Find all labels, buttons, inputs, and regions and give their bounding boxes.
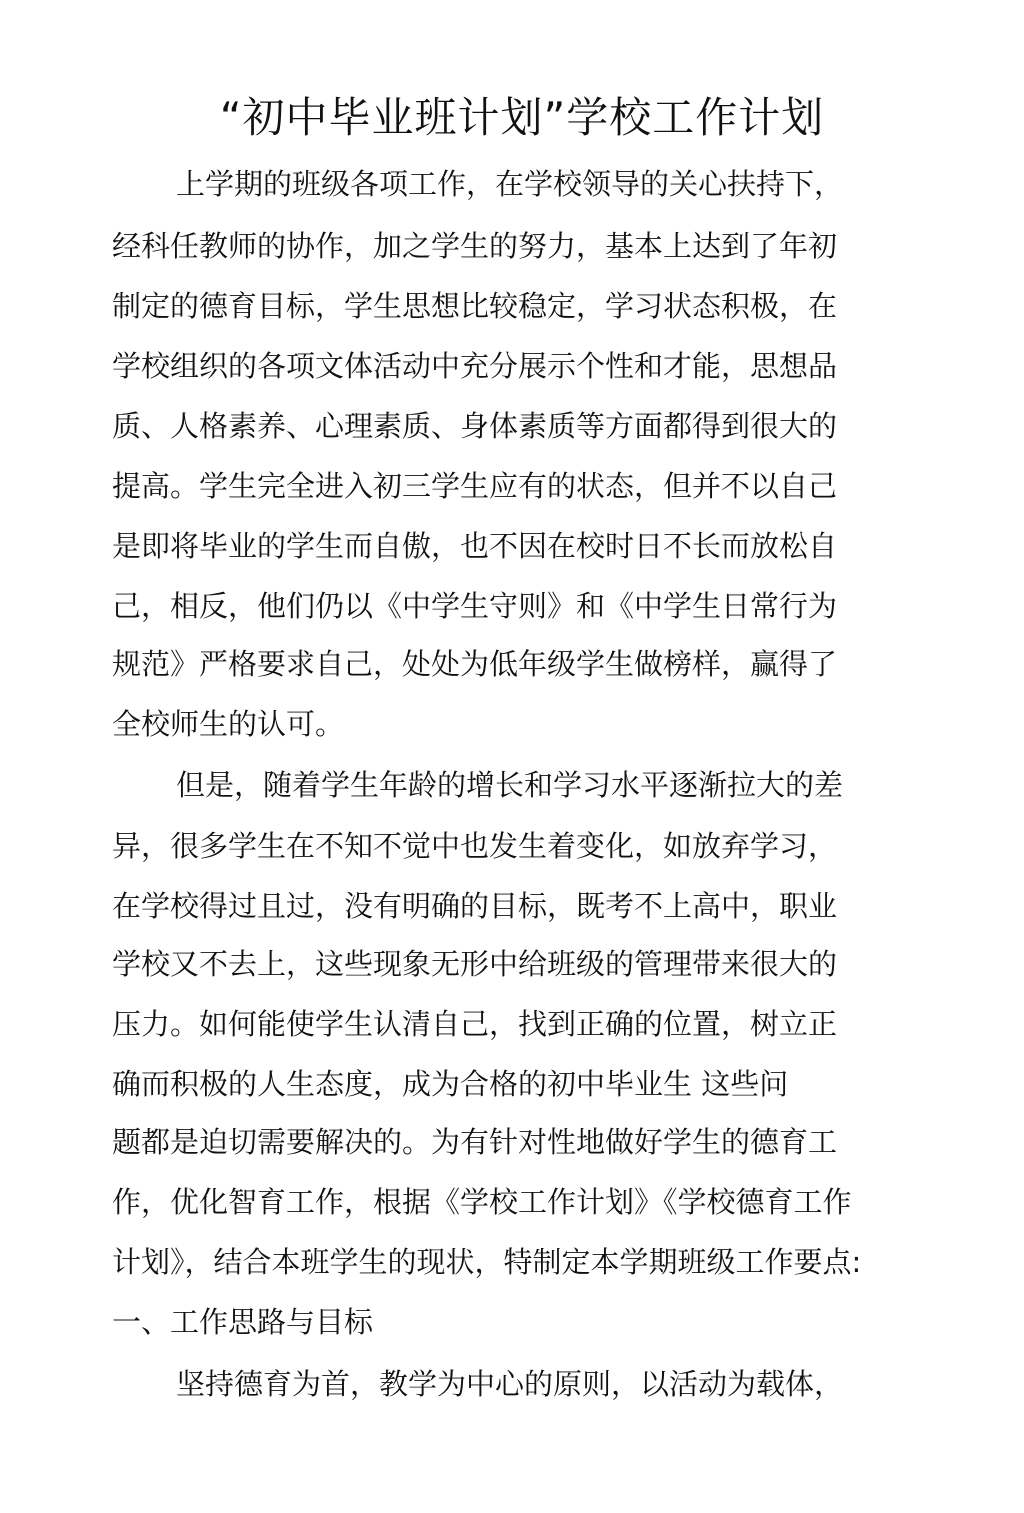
paragraph-1-line-7: 是即将毕业的学生而自傲，也不因在校时日不长而放松自 (112, 529, 838, 563)
paragraph-2-line-6: 确而积极的人生态度，成为合格的初中毕业生 这些问 (112, 1067, 789, 1101)
paragraph-2-line-3: 在学校得过且过，没有明确的目标，既考不上高中，职业 (112, 889, 838, 923)
document-title: “初中毕业班计划”学校工作计划 (219, 93, 825, 142)
paragraph-1-line-4: 学校组织的各项文体活动中充分展示个性和才能，思想品 (112, 349, 838, 383)
paragraph-1-line-1: 上学期的班级各项工作，在学校领导的关心扶持下， (176, 167, 844, 201)
paragraph-1-line-9: 规范》严格要求自己，处处为低年级学生做榜样，赢得了 (112, 647, 838, 681)
paragraph-1-line-5: 质、人格素养、心理素质、身体素质等方面都得到很大的 (112, 409, 838, 443)
paragraph-2-line-2: 异，很多学生在不知不觉中也发生着变化，如放弃学习， (112, 829, 838, 863)
paragraph-1-line-3: 制定的德育目标，学生思想比较稳定，学习状态积极，在 (112, 289, 838, 323)
paragraph-2-line-4: 学校又不去上，这些现象无形中给班级的管理带来很大的 (112, 947, 838, 981)
paragraph-2-line-1: 但是，随着学生年龄的增长和学习水平逐渐拉大的差 (176, 768, 844, 802)
paragraph-1-line-10: 全校师生的认可。 (112, 707, 345, 741)
section-heading-1: 一、工作思路与目标 (112, 1305, 374, 1339)
paragraph-2-line-9: 计划》，结合本班学生的现状，特制定本学期班级工作要点: (112, 1245, 862, 1279)
paragraph-3-line-1: 坚持德育为首，教学为中心的原则，以活动为载体， (176, 1367, 844, 1401)
paragraph-1-line-2: 经科任教师的协作，加之学生的努力，基本上达到了年初 (112, 229, 838, 263)
paragraph-2-line-5: 压力。如何能使学生认清自己，找到正确的位置，树立正 (112, 1007, 838, 1041)
paragraph-2-line-7: 题都是迫切需要解决的。为有针对性地做好学生的德育工 (112, 1125, 838, 1159)
paragraph-2-line-8: 作，优化智育工作，根据《学校工作计划》《学校德育工作 (112, 1185, 852, 1219)
paragraph-1-line-6: 提高。学生完全进入初三学生应有的状态，但并不以自己 (112, 469, 838, 503)
paragraph-1-line-8: 己，相反，他们仍以《中学生守则》和《中学生日常行为 (112, 589, 838, 623)
